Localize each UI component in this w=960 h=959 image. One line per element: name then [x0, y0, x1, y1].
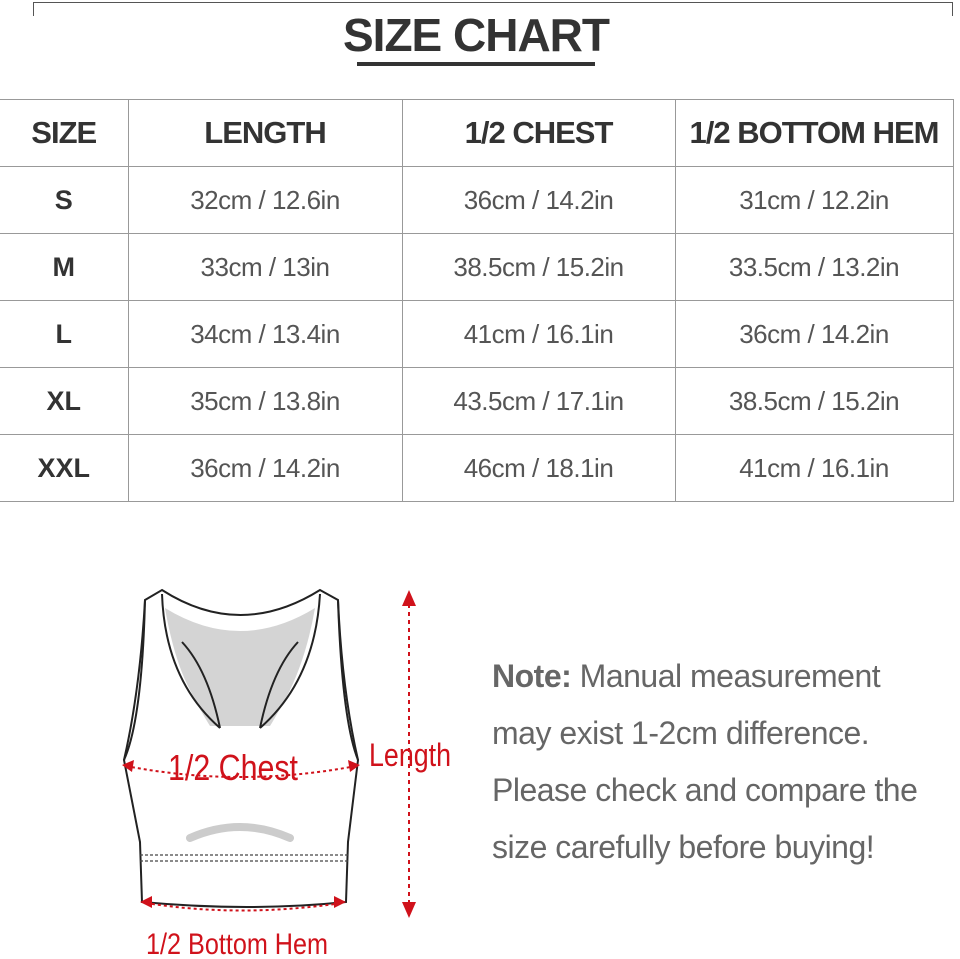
- header-bottom-hem: 1/2 BOTTOM HEM: [675, 100, 953, 167]
- hem-cell: 41cm / 16.1in: [675, 435, 953, 502]
- chest-cell: 38.5cm / 15.2in: [402, 234, 675, 301]
- table-header-row: [0, 100, 953, 167]
- measurement-note: [492, 648, 932, 876]
- chest-cell: 46cm / 18.1in: [402, 435, 675, 502]
- length-arrow-up-icon: [402, 590, 416, 606]
- page-title: SIZE CHART: [343, 9, 609, 61]
- chest-cell: 43.5cm / 17.1in: [402, 368, 675, 435]
- header-size: SIZE: [0, 100, 128, 167]
- length-cell: 33cm / 13in: [128, 234, 402, 301]
- length-cell: 34cm / 13.4in: [128, 301, 402, 368]
- length-cell: 35cm / 13.8in: [128, 368, 402, 435]
- table-row: [0, 234, 953, 301]
- length-cell: 32cm / 12.6in: [128, 167, 402, 234]
- garment-diagram: [110, 580, 460, 959]
- hem-cell: 36cm / 14.2in: [675, 301, 953, 368]
- chest-label: 1/2 Chest: [168, 747, 298, 788]
- header-length: LENGTH: [128, 100, 402, 167]
- length-arrow-down-icon: [402, 902, 416, 918]
- size-table: [0, 99, 954, 502]
- hem-cell: 33.5cm / 13.2in: [675, 234, 953, 301]
- size-cell: L: [0, 301, 128, 368]
- frame-right-border: [952, 2, 953, 16]
- frame-top-border: [33, 2, 953, 3]
- header-chest: 1/2 CHEST: [402, 100, 675, 167]
- hem-cell: 38.5cm / 15.2in: [675, 368, 953, 435]
- note-text: Manual measurement may exist 1-2cm difference. Please check and compare the size carefully before buying!: [492, 658, 918, 865]
- table-row: [0, 167, 953, 234]
- note-label: Note:: [492, 658, 572, 694]
- length-label: Length: [369, 737, 451, 773]
- table-row: [0, 435, 953, 502]
- chest-cell: 36cm / 14.2in: [402, 167, 675, 234]
- table-row: [0, 368, 953, 435]
- table-row: [0, 301, 953, 368]
- title-underline: [357, 62, 595, 66]
- size-cell: XXL: [0, 435, 128, 502]
- size-cell: S: [0, 167, 128, 234]
- chest-cell: 41cm / 16.1in: [402, 301, 675, 368]
- length-measure: [369, 590, 451, 918]
- size-cell: M: [0, 234, 128, 301]
- hem-cell: 31cm / 12.2in: [675, 167, 953, 234]
- hem-label: 1/2 Bottom Hem: [146, 928, 328, 959]
- length-cell: 36cm / 14.2in: [128, 435, 402, 502]
- size-cell: XL: [0, 368, 128, 435]
